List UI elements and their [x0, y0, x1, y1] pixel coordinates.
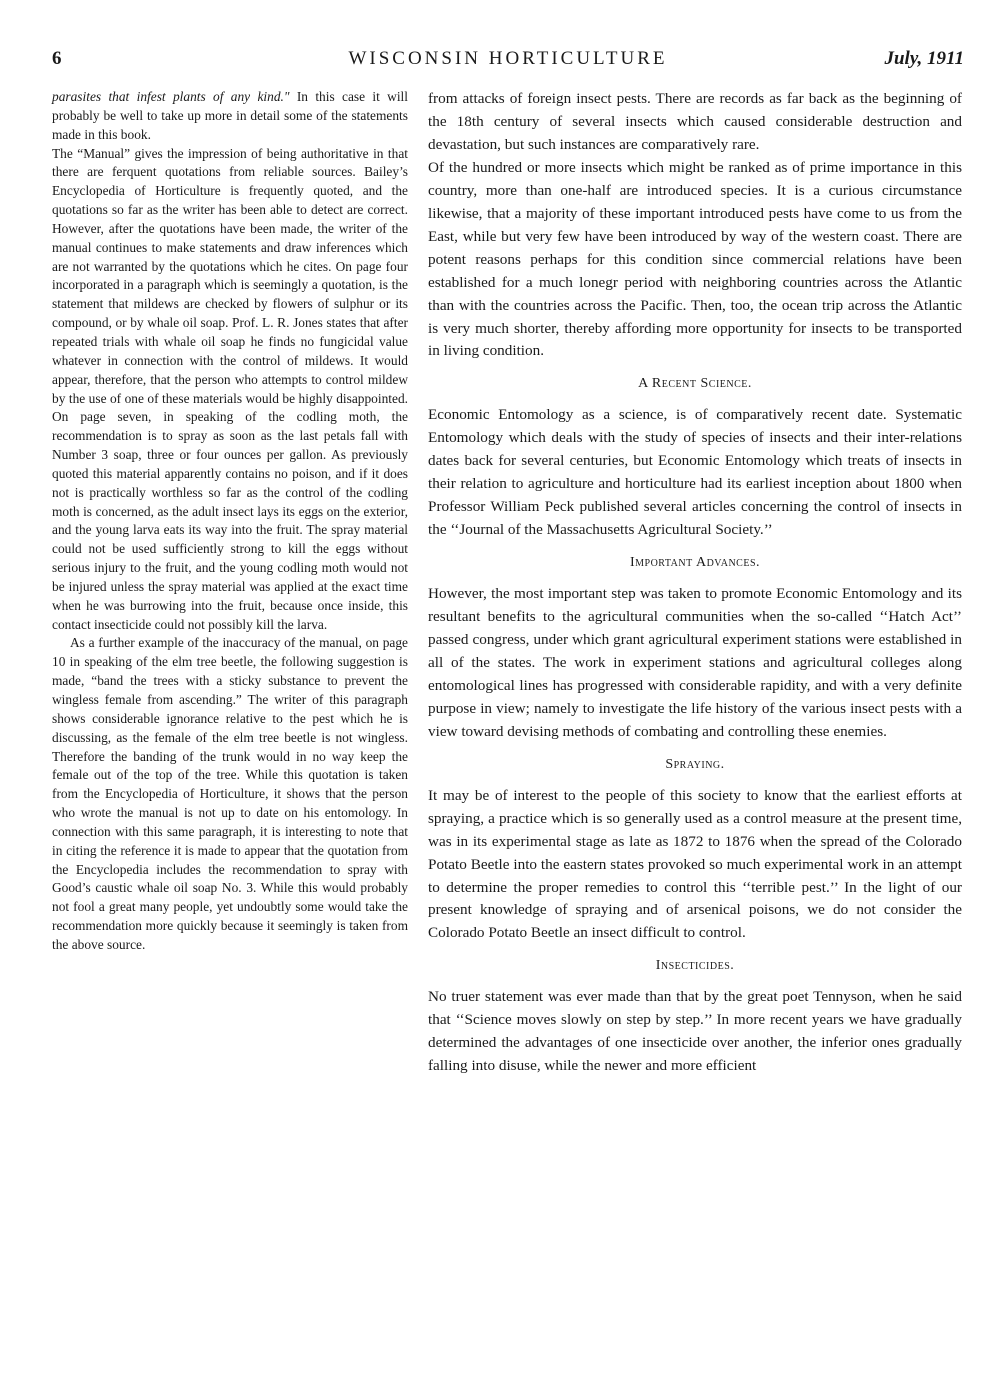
- page-number: 6: [52, 48, 62, 69]
- page-header: [52, 44, 964, 76]
- left-paragraph-1-lead: parasites that infest plants of any kind.": [52, 89, 290, 104]
- section-heading-recent-science: A Recent Science.: [638, 376, 752, 392]
- section-heading-insecticides: Insecticides.: [655, 958, 735, 974]
- issue-date: July, 1911: [884, 48, 964, 69]
- right-paragraph-3: Economic Entomology as a science, is of comparatively recent date. Systematic Entomology which deals with the study of species of insects and their inter-relations dates back for several centuries, but Economic Entomology which treats of insects in their relation to agriculture and horticulture had its earliest inception about 1800 when Professor William Peck published several articles concerning the control of insects in the ‘‘Journal of the Massachusetts Agricultural Society.’’: [428, 406, 962, 539]
- right-paragraph-6: No truer statement was ever made than that by the great poet Tennyson, when he said that ‘‘Science moves slowly on step by step.’’ In more recent years we have gradually determined the advantages of one insecticide over another, the inferior ones gradually falling into disuse, while the newer and more efficient: [428, 988, 962, 1075]
- left-paragraph-1-rest: In this case it will probably be well to take up more in detail some of the statements made in this book.: [52, 89, 408, 142]
- left-paragraph-1: [52, 88, 408, 145]
- right-column: [428, 88, 962, 1078]
- right-paragraph-2: Of the hundred or more insects which might be ranked as of prime importance in this country, more than one-half are introduced species. It is a curious circumstance likewise, that a majority of these important introduced pests have come to us from the East, while but very few have been introduced by way of the western coast. There are potent reasons perhaps for this condition since commercial relations have been established for a much lonegr period with neighboring countries across the Atlantic than with the countries across the Pacific. Then, too, the ocean trip across the Atlantic is very much shorter, thereby affording more opportunity for insects to be transported in living condition.: [428, 158, 962, 360]
- section-heading-important-advances: Important Advances.: [629, 555, 761, 571]
- right-paragraph-1: from attacks of foreign insect pests. There are records as far back as the beginning of the 18th century of several insects which caused considerable destruction and devastation, but such instances are comparatively rare.: [428, 90, 962, 153]
- left-paragraph-2: The “Manual” gives the impression of being authoritative in that there are ferquent quotations from reliable sources. Bailey’s Encyclopedia of Horticulture is frequently quoted, and the quotations so far as the writer has been able to detect are correct. However, after the quotations have been made, the writer of the manual continues to make statements and draw inferences which are not warranted by the quotations which he cites. On page four incorporated in a paragraph which is seemingly a quotation, is the statement that mildews are checked by flowers of sulphur or its compound, or by whale oil soap. Prof. L. R. Jones states that after repeated trials with whale oil soap he finds no fungicidal value whatever in connection with the control of mildews. It would appear, therefore, that the person who attempts to control mildew by the use of one of these materials would be highly disappointed. On page seven, in speaking of the codling moth, the recommendation is to spray as soon as the last petals fall with Number 3 soap, three or four ounces per gallon. As previously quoted this material apparently contains no poison, and if it does not is practically worthless so far as the control of the codling moth is concerned, as the adult insect lays its eggs on the exterior, and the young larva eats its way into the fruit. The spray material could not be used sufficiently strong to kill the eggs without serious injury to the fruit, and the young codling moth would not be injured unless the spray material was applied at the exact time when he was burrowing into the fruit, because once inside, this contact insecticide could not possibly kill the larva.: [52, 145, 408, 632]
- right-paragraph-5: It may be of interest to the people of this society to know that the earliest efforts at spraying, a practice which is so generally used as a control measure at the present time, was in its experimental stage as late as 1872 to 1876 when the spread of the Colorado Potato Beetle into the eastern states provoked so much experimental work in an attempt to determine the proper remedies to control this ‘‘terrible pest.’’ In the light of our present knowledge of spraying and of arsenical poisons, we do not consider the Colorado Potato Beetle an insect difficult to control.: [428, 786, 962, 942]
- left-column: [52, 88, 408, 955]
- right-paragraph-4: However, the most important step was taken to promote Economic Entomology and its resultant benefits to the agricultural communities when the so-called ‘‘Hatch Act’’ passed congress, under which grant agricultural experiment stations were established in all of the states. The work in experiment stations and agricultural colleges along entomological lines has progressed with considerable rapidity, and with a very definite purpose in view; namely to investigate the life history of the various insect pests with a view toward devising methods of combating and controlling these enemies.: [428, 585, 962, 740]
- journal-title: WISCONSIN HORTICULTURE: [348, 48, 668, 69]
- left-paragraph-3: As a further example of the inaccuracy of the manual, on page 10 in speaking of the elm tree beetle, the following suggestion is made, “band the trees with a sticky substance to prevent the wingless female from ascending.” The writer of this paragraph shows considerable ignorance relative to the pest which he is discussing, as the female of the elm tree beetle is not wingless. Therefore the banding of the trunk would in no way keep the female out of the top of the tree. While this quotation is taken from the Encyclopedia of Horticulture, it shows that the person who wrote the manual is not up to date on his entomology. In connection with this same paragraph, it is interesting to note that in citing the reference it is made to appear that the quotation from the Encyclopedia includes the recommendation to spray with Good’s caustic whale oil soap No. 3. While this would probably not fool a great many people, yet undoubtly some would take the recommendation more quickly because it seemingly is taken from the above source.: [52, 635, 408, 952]
- section-heading-spraying: Spraying.: [665, 756, 725, 772]
